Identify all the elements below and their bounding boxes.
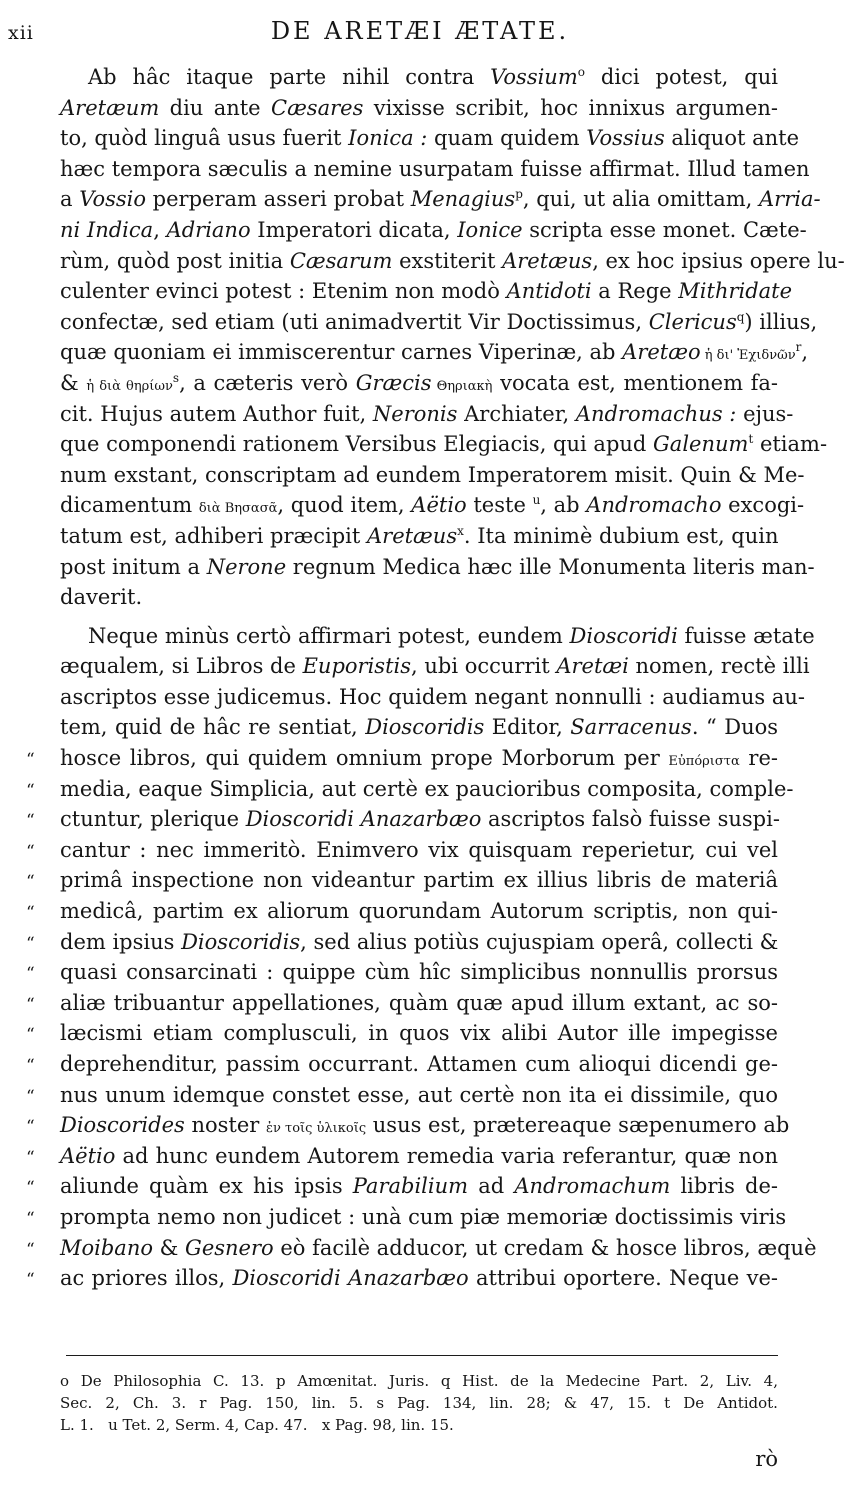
quote-mark: “ <box>26 1117 35 1138</box>
text-line: que componendi rationem Versibus Elegiacis, qui apud Galenum$^t$ etiam- <box>60 432 828 457</box>
text-line: Aretæum diu ante Cæsares vixisse scribit, hoc innixus argumen- <box>60 95 779 120</box>
quote-mark: “ <box>26 1086 35 1107</box>
footnote-line: Sec. 2, Ch. 3. r Pag. 150, lin. 5. s Pag. 134, lin. 28; & 47, 15. t De Antidot. <box>60 1394 778 1412</box>
page-number: xii <box>8 22 34 44</box>
footnotes <box>60 1370 778 1436</box>
running-title: DE ARETÆI ÆTATE. <box>270 17 570 45</box>
quote-mark: “ <box>26 750 35 771</box>
text-line: “ Aëtio ad hunc eundem Autorem remedia varia referantur, quæ non <box>60 1141 778 1172</box>
footnote-line: o De Philosophia C. 13. p Amœnitat. Juris. q Hist. de la Medecine Part. 2, Liv. 4, <box>60 1372 778 1390</box>
quote-mark: “ <box>26 780 35 801</box>
quote-mark: “ <box>26 1208 35 1229</box>
text-line: daverit. <box>60 585 143 610</box>
quote-mark: “ <box>26 1147 35 1168</box>
text-line: “ Dioscorides noster ἐν τοῖς ὑλικοῖς usus est, prætereaque sæpenumero ab <box>60 1110 778 1141</box>
text-line: dicamentum διὰ Βησασᾶ, quod item, Aëtio teste $^u$, ab Andromacho excogi- <box>60 493 805 518</box>
text-line: “ medicâ, partim ex aliorum quorundam Autorum scriptis, non qui- <box>60 896 778 927</box>
text-line: “ nus unum idemque constet esse, aut certè non ita ei dissimile, quo <box>60 1080 778 1111</box>
text-line: quæ quoniam ei immiscerentur carnes Viperinæ, ab Aretæo ἡ δι' Ἐχιδνῶν$^r$, <box>60 340 809 365</box>
text-line: to, quòd linguâ usus fuerit Ionica : quam quidem Vossius aliquot ante <box>60 126 799 151</box>
main-text <box>26 62 845 1294</box>
text-line: num exstant, conscriptam ad eundem Imperatorem misit. Quin & Me- <box>60 462 805 487</box>
text-line: “ Moibano & Gesnero eò facilè adducor, ut credam & hosce libros, æquè <box>60 1233 778 1264</box>
text-line: “ primâ inspectione non videantur partim ex illius libris de materiâ <box>60 865 778 896</box>
quote-mark: “ <box>26 1270 35 1291</box>
text-line: “ quasi consarcinati : quippe cùm hîc simplicibus nonnullis prorsus <box>60 957 778 988</box>
quote-mark: “ <box>26 903 35 924</box>
text-line: tem, quid de hâc re sentiat, Dioscoridis Editor, Sarracenus. “ Duos <box>60 715 779 740</box>
quote-mark: “ <box>26 1178 35 1199</box>
footnote-rule <box>66 1355 778 1356</box>
text-line: rùm, quòd post initia Cæsarum exstiterit Aretæus, ex hoc ipsius opere lu- <box>60 248 845 273</box>
text-line: a Vossio perperam asseri probat Menagius$^p$, qui, ut alia omittam, Arria- <box>60 187 821 212</box>
text-line: Ab hâc itaque parte nihil contra Vossium$^o$ dici potest, qui <box>88 65 778 89</box>
catchword: rò <box>755 1447 778 1471</box>
quote-mark: “ <box>26 811 35 832</box>
text-line: “ deprehenditur, passim occurrant. Attamen cum alioqui dicendi ge- <box>60 1049 778 1080</box>
text-line: “ ac priores illos, Dioscoridi Anazarbæo attribui oportere. Neque ve- <box>60 1263 778 1294</box>
text-line: “ ctuntur, plerique Dioscoridi Anazarbæo ascriptos falsò fuisse suspi- <box>60 804 778 835</box>
quote-mark: “ <box>26 1056 35 1076</box>
text-line: hæc tempora sæculis a nemine usurpatam fuisse affirmat. Illud tamen <box>60 156 810 181</box>
quote-mark: “ <box>26 933 35 954</box>
text-line: “ dem ipsius Dioscoridis, sed alius potiùs cujuspiam operâ, collecti & <box>60 927 778 958</box>
text-line: confectæ, sed etiam (uti animadvertit Vir Doctissimus, Clericus$^q$) illius, <box>60 309 818 334</box>
text-line: “ aliunde quàm ex his ipsis Parabilium ad Andromachum libris de- <box>60 1171 778 1202</box>
text-line: Neque minùs certò affirmari potest, eundem Dioscoridi fuisse ætate <box>88 623 815 648</box>
text-line: ni Indica, Adriano Imperatori dicata, Ionice scripta esse monet. Cæte- <box>60 217 807 242</box>
quote-mark: “ <box>26 841 35 862</box>
text-line: post initum a Nerone regnum Medica hæc ille Monumenta literis man- <box>60 554 815 579</box>
text-line: “ hosce libros, qui quidem omnium prope Morborum per Εὐπόριστα re- <box>60 743 778 774</box>
text-line: æqualem, si Libros de Euporistis, ubi occurrit Aretæi nomen, rectè illi <box>60 654 810 679</box>
text-line: “ media, eaque Simplicia, aut certè ex paucioribus composita, comple- <box>60 774 778 805</box>
text-line: ascriptos esse judicemus. Hoc quidem negant nonnulli : audiamus au- <box>60 684 805 709</box>
text-line: culenter evinci potest : Etenim non modò Antidoti a Rege Mithridate <box>60 279 793 304</box>
text-line: “ læcismi etiam complusculi, in quos vix alibi Autor ille impegisse <box>60 1018 778 1049</box>
footnote-line: L. 1. u Tet. 2, Serm. 4, Cap. 47. x Pag. 98, lin. 15. <box>60 1416 454 1434</box>
quote-mark: “ <box>26 1239 35 1260</box>
quote-mark: “ <box>26 872 35 893</box>
text-line: tatum est, adhiberi præcipit Aretæus$^x$. Ita minimè dubium est, quin <box>60 523 779 548</box>
quote-mark: “ <box>26 964 35 985</box>
text-line: “ aliæ tribuantur appellationes, quàm quæ apud illum extant, ac so- <box>60 988 778 1019</box>
text-line: cit. Hujus autem Author fuit, Neronis Archiater, Andromachus : ejus- <box>60 401 794 426</box>
text-line: “ prompta nemo non judicet : unà cum piæ memoriæ doctissimis viris <box>60 1202 778 1233</box>
quote-mark: “ <box>26 1025 35 1046</box>
text-line: “ cantur : nec immeritò. Enimvero vix quisquam reperietur, cui vel <box>60 835 778 866</box>
quote-mark: “ <box>26 994 35 1015</box>
text-line: & ἡ διὰ θηρίων$^s$, a cæteris verò Græcis Θηριακὴ vocata est, mentionem fa- <box>60 370 779 395</box>
